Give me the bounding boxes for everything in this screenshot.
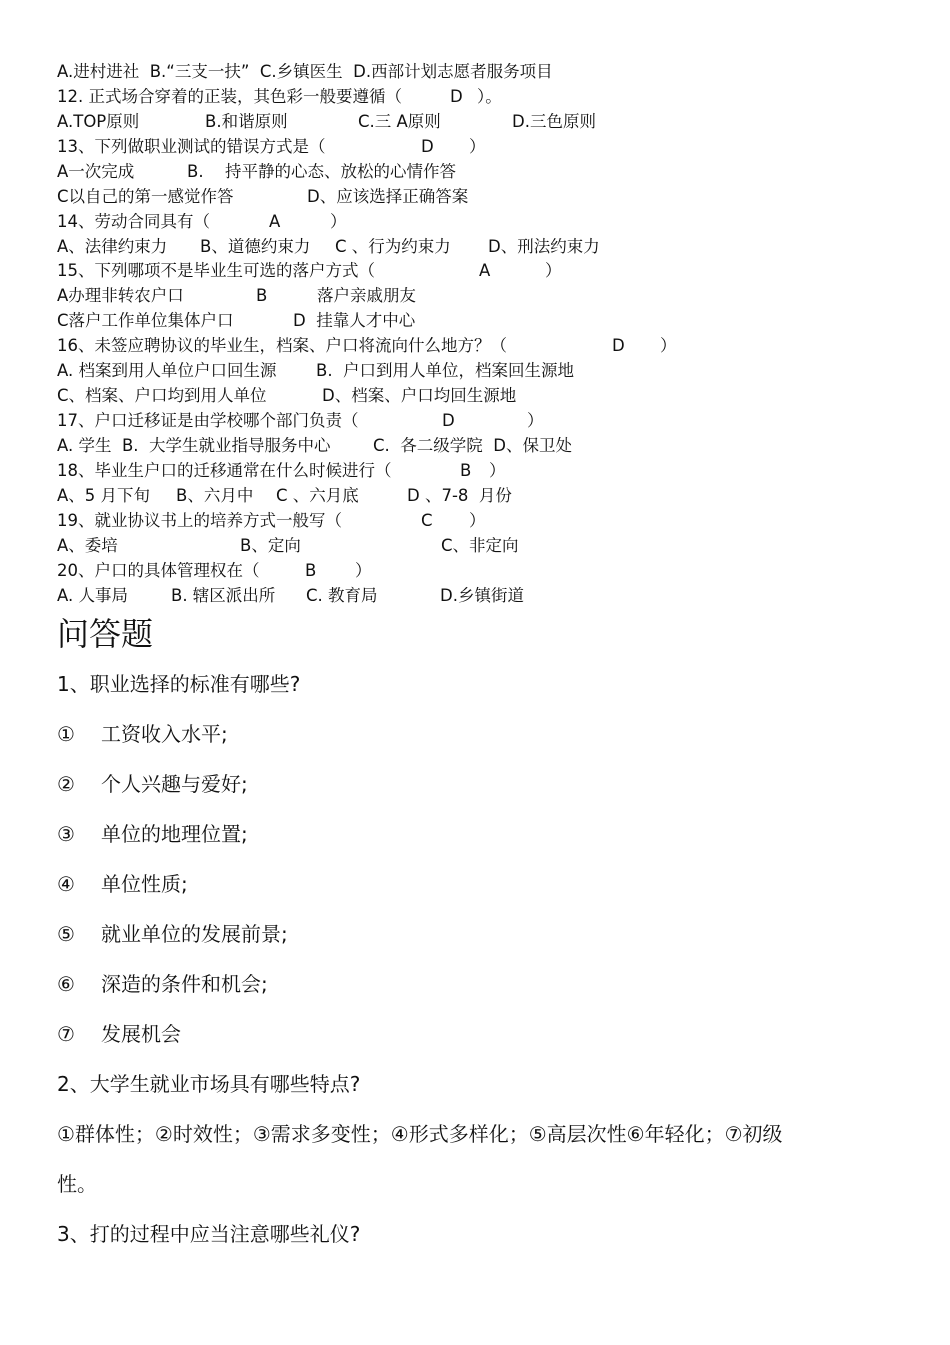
choice-text: 落户亲戚朋友 (317, 286, 416, 305)
answer-letter: B (460, 461, 472, 480)
choice-text: C. 教育局 (306, 586, 378, 605)
answer-letter: D (612, 336, 625, 355)
choice-text: A.进村进社 B.“三支一扶” C.乡镇医生 D.西部计划志愿者服务项目 (57, 62, 553, 81)
circled-number: ⑦ (57, 1022, 75, 1046)
choice-text: B、道德约束力 (200, 237, 311, 256)
answer-letter: D (421, 137, 434, 156)
question-text: 19、就业协议书上的培养方式一般写（ (57, 511, 342, 530)
choice-text: C 、行为约束力 (335, 237, 451, 256)
section-title: 问答题 (57, 615, 154, 653)
choice-text: B (256, 286, 268, 305)
answer-letter: B (305, 561, 317, 580)
list-item-text: 发展机会 (101, 1022, 181, 1046)
choice-text: D、刑法约束力 (488, 237, 600, 256)
circled-number: ② (57, 772, 75, 796)
circled-number: ① (57, 722, 75, 746)
choice-text: D.三色原则 (512, 112, 596, 131)
list-item-text: 单位性质; (101, 872, 188, 896)
choice-text: C、非定向 (441, 536, 519, 555)
choice-text: D 、7-8 月份 (407, 486, 512, 505)
choice-text: A.TOP原则 (57, 112, 140, 131)
qa-question (57, 1221, 361, 1299)
choice-text: D.乡镇街道 (440, 586, 524, 605)
answer-letter: A (269, 212, 281, 231)
choice-text: B、六月中 (176, 486, 254, 505)
circled-number: ③ (57, 822, 75, 846)
question-text: ） (330, 212, 347, 231)
question-text: 15、下列哪项不是毕业生可选的落户方式（ (57, 261, 375, 280)
question-text: ） (545, 261, 562, 280)
choice-text: D 挂靠人才中心 (293, 311, 416, 330)
question-text: 16、未签应聘协议的毕业生，档案、户口将流向什么地方？（ (57, 336, 507, 355)
question-text: ） (489, 461, 506, 480)
choice-text: B. 户口到用人单位，档案回生源地 (316, 361, 575, 380)
list-item-text: 个人兴趣与爱好; (101, 772, 248, 796)
qa-answer-text: 性。 (57, 1172, 97, 1196)
choice-text: A、委培 (57, 536, 118, 555)
choice-text: A、5 月下旬 (57, 486, 151, 505)
question-text: 12. 正式场合穿着的正装，其色彩一般要遵循（ (57, 87, 402, 106)
question-text: 20、户口的具体管理权在（ (57, 561, 260, 580)
choice-text: A. 人事局 (57, 586, 128, 605)
question-text: ） (355, 561, 372, 580)
answer-letter: D (442, 411, 455, 430)
question-text: ） (527, 411, 544, 430)
choice-text: D、应该选择正确答案 (307, 187, 469, 206)
circled-number: ⑥ (57, 972, 75, 996)
question-text: ） (660, 336, 677, 355)
choice-text: C 、六月底 (276, 486, 359, 505)
choice-text: A. 档案到用人单位户口回生源 (57, 361, 277, 380)
choice-text: C.三 A原则 (358, 112, 441, 131)
qa-answer-text: ①群体性；②时效性；③需求多变性；④形式多样化；⑤高层次性⑥年轻化；⑦初级 (57, 1122, 783, 1146)
choice-text: C. 各二级学院 D、保卫处 (373, 436, 572, 455)
question-text: 13、下列做职业测试的错误方式是（ (57, 137, 326, 156)
qa-question-text: 1、职业选择的标准有哪些? (57, 672, 301, 696)
question-text: ） (469, 511, 486, 530)
question-text: 14、劳动合同具有（ (57, 212, 210, 231)
choice-text: D、档案、户口均回生源地 (322, 386, 517, 405)
choice-text: C落户工作单位集体户口 (57, 311, 234, 330)
choice-text: 持平静的心态、放松的心情作答 (225, 162, 456, 181)
choice-text: A一次完成 (57, 162, 135, 181)
circled-number: ⑤ (57, 922, 75, 946)
choice-text: A办理非转农户口 (57, 286, 184, 305)
choice-text: C以自己的第一感觉作答 (57, 187, 234, 206)
answer-letter: A (479, 261, 491, 280)
list-item-text: 单位的地理位置; (101, 822, 248, 846)
list-item-text: 就业单位的发展前景; (101, 922, 288, 946)
choice-text: A. 学生 B. 大学生就业指导服务中心 (57, 436, 331, 455)
answer-letter: C (421, 511, 433, 530)
choice-text: B.和谐原则 (205, 112, 288, 131)
choice-text: B、定向 (240, 536, 301, 555)
answer-letter: D (450, 87, 463, 106)
qa-question-text: 3、打的过程中应当注意哪些礼仪? (57, 1222, 361, 1246)
question-text: ）。 (477, 87, 502, 106)
qa-question-text: 2、大学生就业市场具有哪些特点? (57, 1072, 361, 1096)
list-item-text: 深造的条件和机会; (101, 972, 268, 996)
circled-number: ④ (57, 872, 75, 896)
list-item-text: 工资收入水平; (101, 722, 228, 746)
question-text: 18、毕业生户口的迁移通常在什么时候进行（ (57, 461, 392, 480)
question-text: ） (469, 137, 486, 156)
question-text: 17、户口迁移证是由学校哪个部门负责（ (57, 411, 359, 430)
choice-text: A、法律约束力 (57, 237, 168, 256)
choice-text: C、档案、户口均到用人单位 (57, 386, 267, 405)
choice-text: B. (187, 162, 204, 181)
choice-text: B. 辖区派出所 (171, 586, 276, 605)
